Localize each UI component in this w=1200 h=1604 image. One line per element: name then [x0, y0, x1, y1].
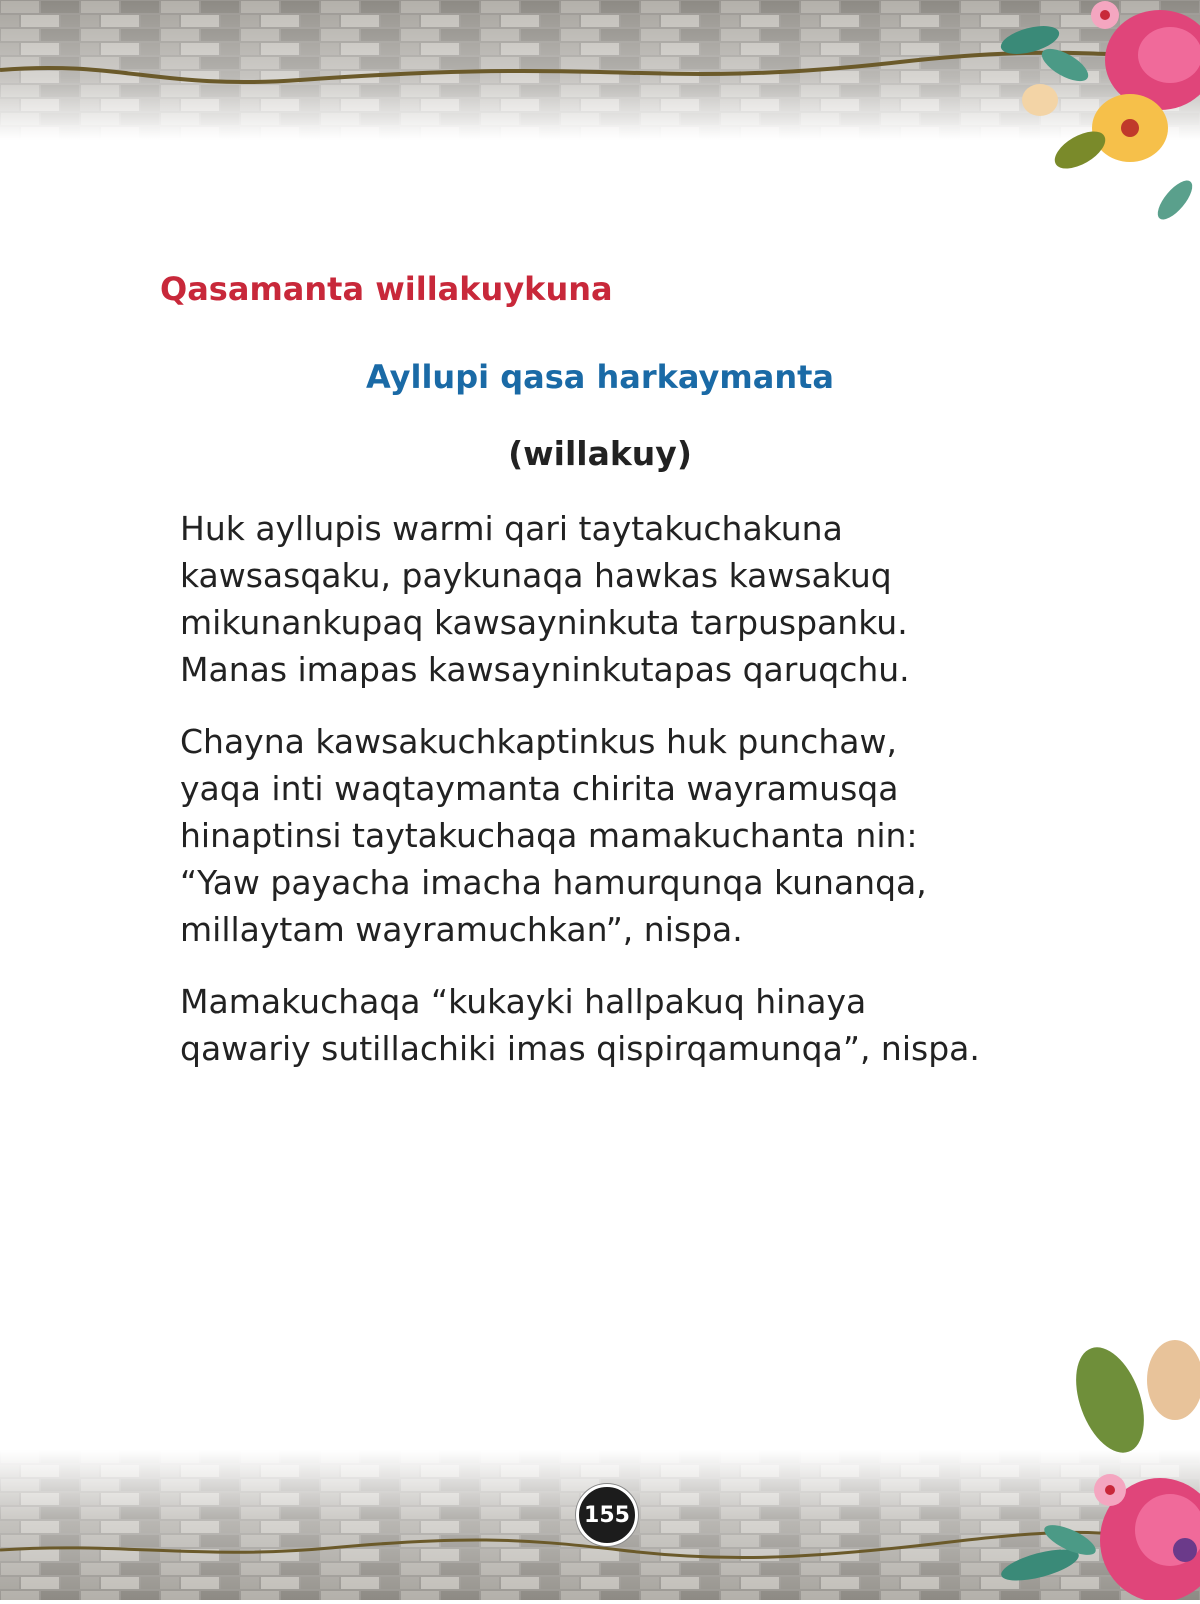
section-title: Qasamanta willakuykuna [160, 270, 613, 308]
paragraph-1: Huk ayllupis warmi qari taytakuchakuna kawsasqaku, paykunaqa hawkas kawsakuq mikunankupaq kawsayninkuta tarpuspanku. Manas imapas kawsayninkutapas qaruqchu. [180, 509, 910, 689]
paragraph-2: Chayna kawsakuchkaptinkus huk punchaw, yaqa inti waqtaymanta chirita wayramusqa hinaptinsi taytakuchaqa mamakuchanta nin: “Yaw payacha imacha hamurqunqa kunanqa, millaytam wayramuchkan”, nispa. [180, 722, 927, 949]
paragraph-3: Mamakuchaqa “kukayki hallpakuq hinaya qawariy sutillachiki imas qispirqamunqa”, nispa. [180, 982, 980, 1068]
page-number-badge: 155 [576, 1484, 638, 1546]
story-body [180, 505, 1000, 1097]
story-title: Ayllupi qasa harkaymanta [365, 358, 834, 396]
floral-corner-bottom-right [960, 1340, 1200, 1600]
floral-corner-top-right [970, 0, 1200, 245]
story-subtitle: (willakuy) [508, 434, 692, 473]
